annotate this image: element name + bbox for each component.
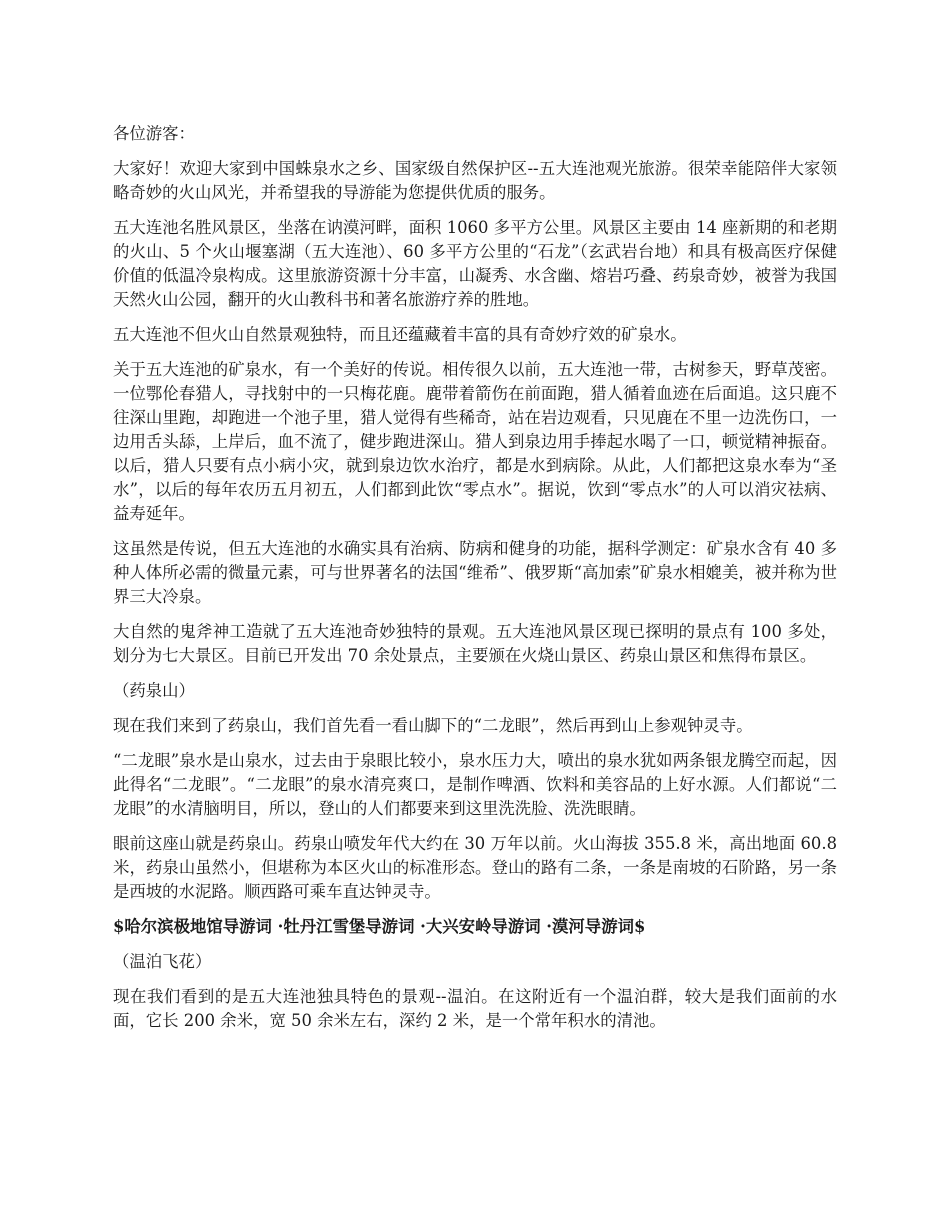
section-heading-yaoquanshan: （药泉山） [113, 681, 195, 700]
scenic-area-paragraph: 五大连池名胜风景区，坐落在讷漠河畔，面积 1060 多平方公里。风景区主要由 14 座新期的和老期的火山、5 个火山堰塞湖（五大连池）、60 多平方公里的“石龙”（玄武岩台地）和具有极高医疗保健价值的低温冷泉构成。这里旅游资源十分丰富，山凝秀、水含幽、熔岩巧叠、药泉奇妙，被誉为我国天然火山公园，翻开的火山教科书和著名旅游疗养的胜地。 [113, 218, 837, 309]
erlongyan-paragraph: “二龙眼”泉水是山泉水，过去由于泉眼比较小，泉水压力大，喷出的泉水犹如两条银龙腾空而起，因此得名“二龙眼”。“二龙眼”的泉水清亮爽口，是制作啤酒、饮料和美容品的上好水源。人们都说“二龙眼”的水清脑明目，所以，登山的人们都要来到这里洗洗脸、洗洗眼睛。 [113, 751, 837, 818]
landscape-paragraph: 大自然的鬼斧神工造就了五大连池奇妙独特的景观。五大连池风景区现已探明的景点有 100 多处，划分为七大景区。目前已开发出 70 余处景点，主要颁在火烧山景区、药泉山景区和焦得布景区。 [113, 622, 837, 665]
related-links-line: $哈尔滨极地馆导游词 ·牡丹江雪堡导游词 ·大兴安岭导游词 ·漠河导游词$ [113, 917, 646, 936]
yaoquanshan-detail-paragraph: 眼前这座山就是药泉山。药泉山喷发年代大约在 30 万年以前。火山海拔 355.8 米，高出地面 60.8 米，药泉山虽然小，但堪称为本区火山的标准形态。登山的路有二条，一条是南坡的石阶路，另一条是西坡的水泥路。顺西路可乘车直达钟灵寺。 [113, 834, 837, 901]
yaoquanshan-intro-paragraph: 现在我们来到了药泉山，我们首先看一看山脚下的“二龙眼”，然后再到山上参观钟灵寺。 [113, 716, 753, 735]
science-paragraph: 这虽然是传说，但五大连池的水确实具有治病、防病和健身的功能，据科学测定：矿泉水含有 40 多种人体所必需的微量元素，可与世界著名的法国“维希”、俄罗斯“高加索”矿泉水相媲美，被并称为世界三大冷泉。 [113, 539, 837, 606]
greeting-paragraph: 各位游客： [113, 124, 195, 143]
document-page [113, 122, 837, 1044]
legend-paragraph: 关于五大连池的矿泉水，有一个美好的传说。相传很久以前，五大连池一带，古树参天，野草茂密。一位鄂伦春猎人，寻找射中的一只梅花鹿。鹿带着箭伤在前面跑，猎人循着血迹在后面追。这只鹿不往深山里跑，却跑进一个池子里，猎人觉得有些稀奇，站在岩边观看，只见鹿在不里一边洗伤口，一边用舌头舔，上岸后，血不流了，健步跑进深山。猎人到泉边用手捧起水喝了一口，顿觉精神振奋。以后，猎人只要有点小病小灾，就到泉边饮水治疗，都是水到病除。从此，人们都把这泉水奉为“圣水”，以后的每年农历五月初五，人们都到此饮“零点水”。据说，饮到“零点水”的人可以消灾祛病、益寿延年。 [113, 360, 837, 523]
mineral-water-paragraph: 五大连池不但火山自然景观独特，而且还蕴藏着丰富的具有奇妙疗效的矿泉水。 [113, 325, 687, 344]
welcome-paragraph: 大家好！欢迎大家到中国蛛泉水之乡、国家级自然保护区--五大连池观光旅游。很荣幸能陪伴大家领略奇妙的火山风光，并希望我的导游能为您提供优质的服务。 [113, 159, 837, 202]
section-heading-wenbo: （温泊飞花） [113, 952, 212, 971]
wenbo-paragraph: 现在我们看到的是五大连池独具特色的景观--温泊。在这附近有一个温泊群，较大是我们面前的水面，它长 200 余米，宽 50 余米左右，深约 2 米，是一个常年积水的清池。 [113, 987, 837, 1030]
